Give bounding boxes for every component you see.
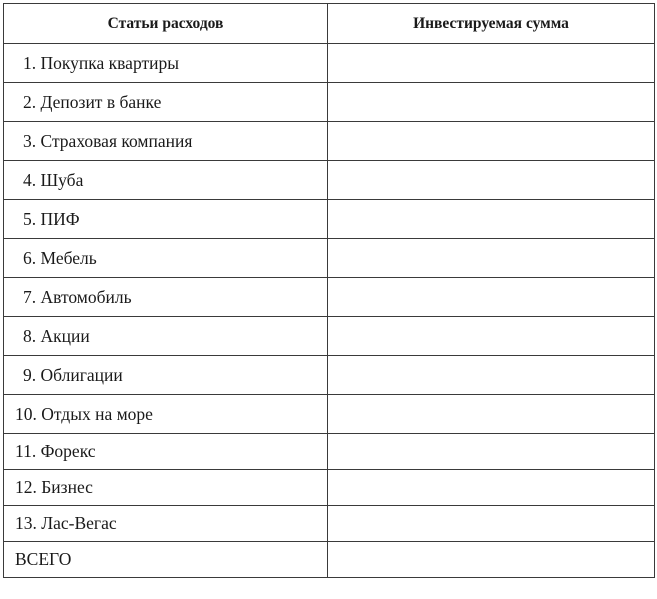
table-row bbox=[4, 44, 655, 83]
table-row bbox=[4, 122, 655, 161]
table-row bbox=[4, 200, 655, 239]
table-row bbox=[4, 278, 655, 317]
expense-label: 8. Акции bbox=[4, 317, 328, 356]
header-expense-items: Статьи расходов bbox=[4, 4, 328, 44]
table-row bbox=[4, 434, 655, 470]
amount-cell[interactable] bbox=[328, 161, 655, 200]
amount-cell[interactable] bbox=[328, 278, 655, 317]
table-row bbox=[4, 356, 655, 395]
expense-label: 1. Покупка квартиры bbox=[4, 44, 328, 83]
amount-cell[interactable] bbox=[328, 122, 655, 161]
table-row-total bbox=[4, 542, 655, 578]
amount-cell[interactable] bbox=[328, 317, 655, 356]
expense-label: 11. Форекс bbox=[4, 434, 328, 470]
expense-label: 4. Шуба bbox=[4, 161, 328, 200]
table-row bbox=[4, 506, 655, 542]
amount-cell[interactable] bbox=[328, 434, 655, 470]
amount-cell[interactable] bbox=[328, 44, 655, 83]
expense-label: 6. Мебель bbox=[4, 239, 328, 278]
amount-cell[interactable] bbox=[328, 470, 655, 506]
table-header-row bbox=[4, 4, 655, 44]
table-row bbox=[4, 470, 655, 506]
amount-cell[interactable] bbox=[328, 200, 655, 239]
expense-label: 13. Лас-Вегас bbox=[4, 506, 328, 542]
amount-cell[interactable] bbox=[328, 356, 655, 395]
expense-label: 9. Облигации bbox=[4, 356, 328, 395]
amount-cell[interactable] bbox=[328, 83, 655, 122]
header-invested-amount: Инвестируемая сумма bbox=[328, 4, 655, 44]
expense-label: 12. Бизнес bbox=[4, 470, 328, 506]
expense-label: 5. ПИФ bbox=[4, 200, 328, 239]
amount-cell[interactable] bbox=[328, 506, 655, 542]
total-amount-cell[interactable] bbox=[328, 542, 655, 578]
table-row bbox=[4, 317, 655, 356]
expense-investment-table bbox=[3, 3, 655, 578]
amount-cell[interactable] bbox=[328, 239, 655, 278]
expense-label: 10. Отдых на море bbox=[4, 395, 328, 434]
expense-label: 2. Депозит в банке bbox=[4, 83, 328, 122]
expense-label: 3. Страховая компания bbox=[4, 122, 328, 161]
total-label: ВСЕГО bbox=[4, 542, 328, 578]
table-row bbox=[4, 161, 655, 200]
expense-label: 7. Автомобиль bbox=[4, 278, 328, 317]
amount-cell[interactable] bbox=[328, 395, 655, 434]
table-row bbox=[4, 395, 655, 434]
table-row bbox=[4, 239, 655, 278]
table-row bbox=[4, 83, 655, 122]
